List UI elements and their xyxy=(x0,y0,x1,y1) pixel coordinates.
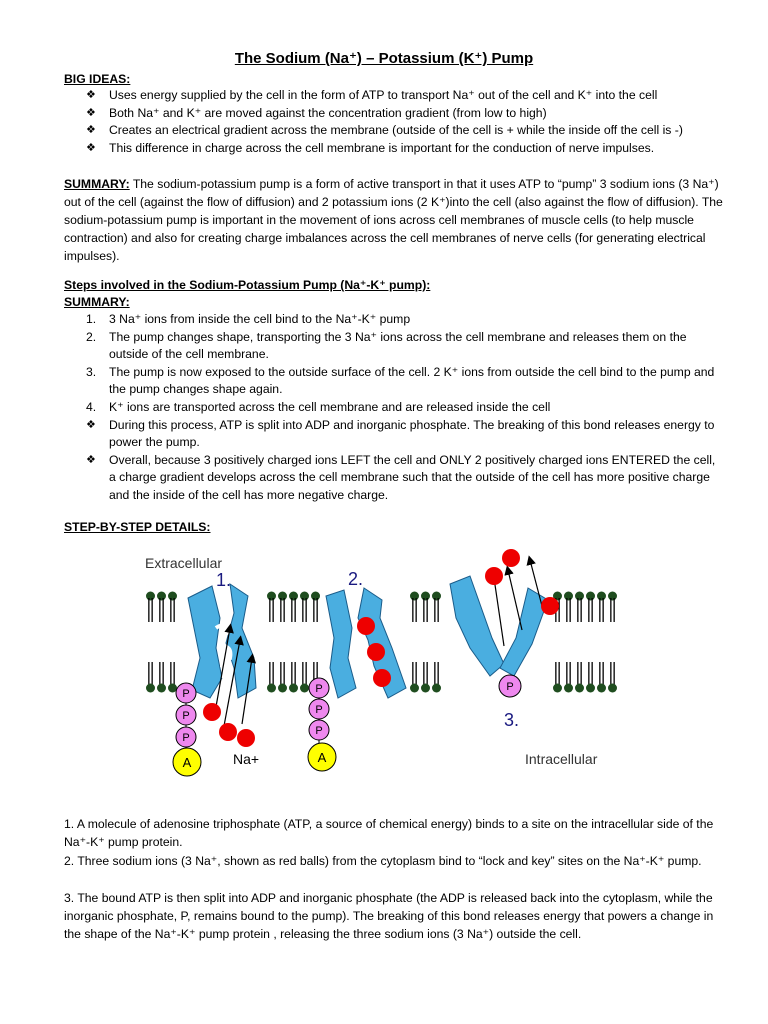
svg-text:P: P xyxy=(506,681,514,693)
step-1-label: 1. xyxy=(216,570,232,590)
lipid-molecule xyxy=(608,592,617,623)
page-title: The Sodium (Na⁺) – Potassium (K⁺) Pump xyxy=(234,50,534,67)
sodium-label: Na+ xyxy=(233,751,260,767)
list-item: 1. 3 Na⁺ ions from inside the cell bind to the Na⁺-K⁺ pump xyxy=(86,312,411,326)
phosphate-label: P xyxy=(315,683,323,695)
adenosine-label: A xyxy=(317,750,327,765)
intracellular-label: Intracellular xyxy=(525,751,598,767)
lipid-molecule xyxy=(289,592,298,623)
lipid-molecule xyxy=(157,592,166,623)
lipid-molecule xyxy=(168,592,177,623)
lipid-molecule xyxy=(553,662,562,693)
diamond-bullet-icon: ❖ xyxy=(86,124,96,137)
lipid-molecule xyxy=(278,662,287,693)
list-item: ❖ This difference in charge across the cell membrane is important for the conduction of nerve impulses. xyxy=(64,140,724,158)
list-item: ❖ Creates an electrical gradient across the membrane (outside of the cell is + while the inside off the cell is -) xyxy=(64,122,724,140)
step-by-step-heading: STEP-BY-STEP DETAILS: xyxy=(64,520,211,534)
list-item: ❖ Both Na⁺ and K⁺ are moved against the concentration gradient (from low to high) xyxy=(64,105,724,123)
big-ideas-list xyxy=(64,87,724,157)
diamond-bullet-icon: ❖ xyxy=(86,106,96,119)
steps-list xyxy=(64,311,724,505)
diamond-bullet-icon: ❖ xyxy=(86,418,96,431)
lipid-molecule xyxy=(267,592,276,623)
atp-molecule-1 xyxy=(173,683,201,776)
lipid-molecule xyxy=(278,592,287,623)
lipid-molecule xyxy=(168,662,177,693)
diamond-bullet-icon: ❖ xyxy=(86,453,96,466)
lipid-molecule xyxy=(432,592,441,623)
detail-paragraph-1: 1. A molecule of adenosine triphosphate (ATP, a source of chemical energy) binds to a site on the intracellular side of the Na⁺-K⁺ pump protein. xyxy=(64,817,714,849)
lipid-molecule xyxy=(597,662,606,693)
lipid-molecule xyxy=(421,592,430,623)
list-item: ❖ During this process, ATP is split into ADP and inorganic phosphate. The breaking of this bond releases energy to power the pump. xyxy=(86,417,715,450)
lipid-molecule xyxy=(300,592,309,623)
steps-heading: Steps involved in the Sodium-Potassium Pump (Na⁺-K⁺ pump): xyxy=(64,278,431,292)
adenosine-label: A xyxy=(182,755,192,770)
phosphate-label: P xyxy=(182,710,190,722)
pump-protein-2 xyxy=(326,588,406,698)
lipid-molecule xyxy=(267,662,276,693)
lipid-molecule xyxy=(300,662,309,693)
lipid-molecule xyxy=(421,662,430,693)
lipid-molecule xyxy=(146,592,155,623)
phosphate-label: P xyxy=(182,688,190,700)
lipid-molecule xyxy=(564,592,573,623)
lipid-molecule xyxy=(410,592,419,623)
summary-text: The sodium-potassium pump is a form of active transport in that it uses ATP to “pump” 3 sodium ions (3 Na⁺) out of the cell (against the flow of diffusion) and 2 potassium ions (2 K⁺)into the cell (also against the flow of diffusion). The sodium-potassium pump is important in the movement of ions across cell membranes of muscle cells (to help muscle contraction) and also for creating charge imbalances across the cell membranes of nerve cells (for generating electrical impulses). xyxy=(64,177,723,263)
diamond-bullet-icon: ❖ xyxy=(86,89,96,101)
lipid-molecule xyxy=(586,592,595,623)
lipid-molecule xyxy=(157,662,166,693)
list-item: 2. The pump changes shape, transporting the 3 Na⁺ ions across the cell membrane and releases them on the outside of the cell membrane. xyxy=(86,329,687,362)
phosphate-pump-3 xyxy=(499,675,521,697)
phosphate-label: P xyxy=(182,732,190,744)
lipid-molecule xyxy=(410,662,419,693)
list-item: 4. K⁺ ions are transported across the cell membrane and are released inside the cell xyxy=(86,399,551,414)
phosphate-label: P xyxy=(315,704,323,716)
lipid-molecule xyxy=(311,592,320,623)
pump-protein-3 xyxy=(450,576,548,676)
diamond-bullet-icon: ❖ xyxy=(86,141,96,154)
lipid-molecule xyxy=(586,662,595,693)
step-3-label: 3. xyxy=(504,710,520,730)
step-2-label: 2. xyxy=(348,569,364,589)
phosphate-label: P xyxy=(315,725,323,737)
lipid-molecule xyxy=(608,662,617,693)
summary-label: SUMMARY: xyxy=(64,177,130,191)
detail-paragraph-2: 2. Three sodium ions (3 Na⁺, shown as red balls) from the cytoplasm bind to “lock and key” sites on the Na⁺-K⁺ pump. xyxy=(64,854,702,868)
sodium-potassium-pump-diagram xyxy=(130,548,650,788)
lipid-molecule xyxy=(597,592,606,623)
lipid-molecule xyxy=(289,662,298,693)
list-item: ❖ Uses energy supplied by the cell in the form of ATP to transport Na⁺ out of the cell and K⁺ into the cell xyxy=(64,87,724,105)
summary-paragraph xyxy=(64,175,724,265)
lipid-molecule xyxy=(575,662,584,693)
detail-paragraph-3: 3. The bound ATP is then split into ADP and inorganic phosphate (the ADP is released back into the cytoplasm, while the inorganic phosphate, P, remains bound to the pump). The breaking of this bond releases energy that powers a change in the shape of the Na⁺-K⁺ pump protein , releasing the three sodium ions (3 Na⁺) outside the cell. xyxy=(64,891,714,941)
lipid-molecule xyxy=(564,662,573,693)
lipid-molecule xyxy=(146,662,155,693)
big-ideas-heading: BIG IDEAS: xyxy=(64,72,131,86)
steps-summary-label: SUMMARY: xyxy=(64,295,130,309)
extracellular-label: Extracellular xyxy=(145,555,223,571)
list-item: 3. The pump is now exposed to the outside surface of the cell. 2 K⁺ ions from outside the cell bind to the pump and the pump changes shape again. xyxy=(86,364,715,397)
pump-protein-1 xyxy=(188,584,256,698)
atp-molecule-2 xyxy=(308,678,336,771)
lipid-molecule xyxy=(575,592,584,623)
list-item: ❖ Overall, because 3 positively charged ions LEFT the cell and ONLY 2 positively charged ions ENTERED the cell, a charge gradient develops across the cell membrane such that the outside of the cell has more positive charge and the inside of the cell has more negative charge. xyxy=(86,452,716,502)
lipid-molecule xyxy=(432,662,441,693)
